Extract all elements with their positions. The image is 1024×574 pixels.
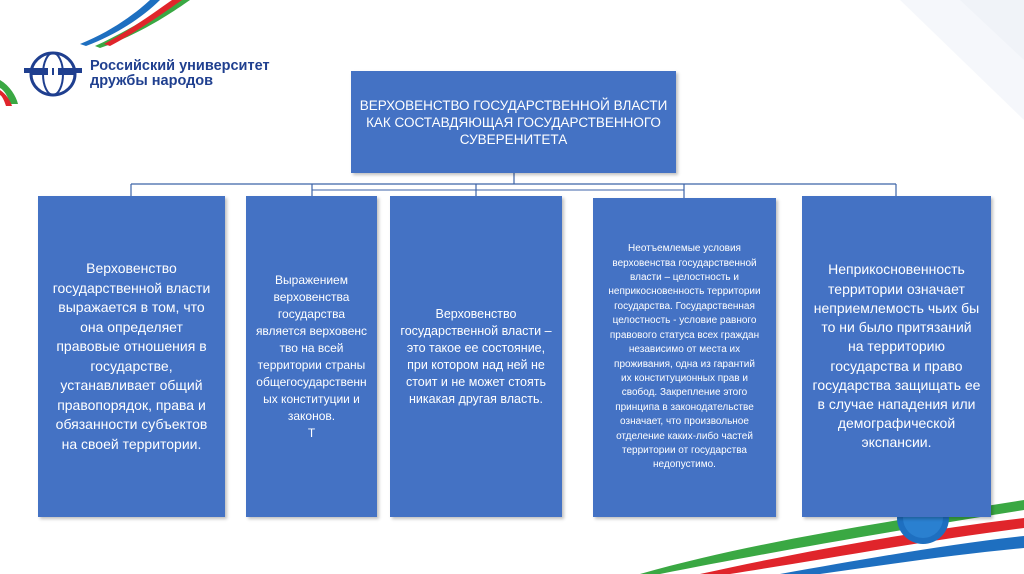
- university-name-line2: дружбы народов: [90, 73, 214, 89]
- diagram-child-text-4: Неотъемлемые условия верховенства государственной власти – целостность и неприкосновенность территории государства. Государственная целостность - условие равного правового статуса всех граждан независимо от места их проживания, одна из гарантий их конституционных прав и свобод. Закрепление этого принципа в законодательстве означает, что произвольное отделение каких-либо частей территории от государства недопустимо.: [608, 243, 761, 471]
- university-name-line1: Российский университет: [90, 58, 270, 74]
- diagram-child-box-1: [38, 196, 225, 517]
- diagram-child-text-1: Верховенство государственной власти выражается в том, что она определяет правовые отношения в государстве, устанавливает общий правопорядок, права и обязанности субъектов на своей территории.: [52, 260, 211, 452]
- diagram-child-box-2: [246, 196, 377, 517]
- diagram-child-box-5: [802, 196, 991, 517]
- university-emblem-icon: [22, 50, 84, 98]
- diagram-child-text-2: Выражением верховенства государства является верховенс тво на всей территории страны общегосударственн ых конституции и законов. Т: [255, 272, 368, 440]
- diagram-root-box: [351, 71, 676, 173]
- diagram-root-text: ВЕРХОВЕНСТВО ГОСУДАРСТВЕННОЙ ВЛАСТИ КАК СОСТАВДЯЮЩАЯ ГОСУДАРСТВЕННОГО СУВЕРЕНИТЕТА: [359, 97, 668, 147]
- diagram-child-text-3: Верховенство государственной власти – это такое ее состояние, при котором над ней не стоит и не может стоять никакая другая власть.: [400, 306, 552, 406]
- connector-lines: [131, 173, 896, 198]
- diagram-child-text-5: Неприкосновенность территории означает неприемлемость чьих бы то ни было притязаний на территорию государства и право государства защищать ее в случае нападения или демографической экспансии.: [812, 261, 981, 451]
- diagram-child-box-4: [593, 198, 776, 517]
- university-name: [90, 59, 270, 89]
- diagram-child-box-3: [390, 196, 562, 517]
- top-right-shading: [900, 0, 1024, 120]
- university-logo: [22, 50, 270, 98]
